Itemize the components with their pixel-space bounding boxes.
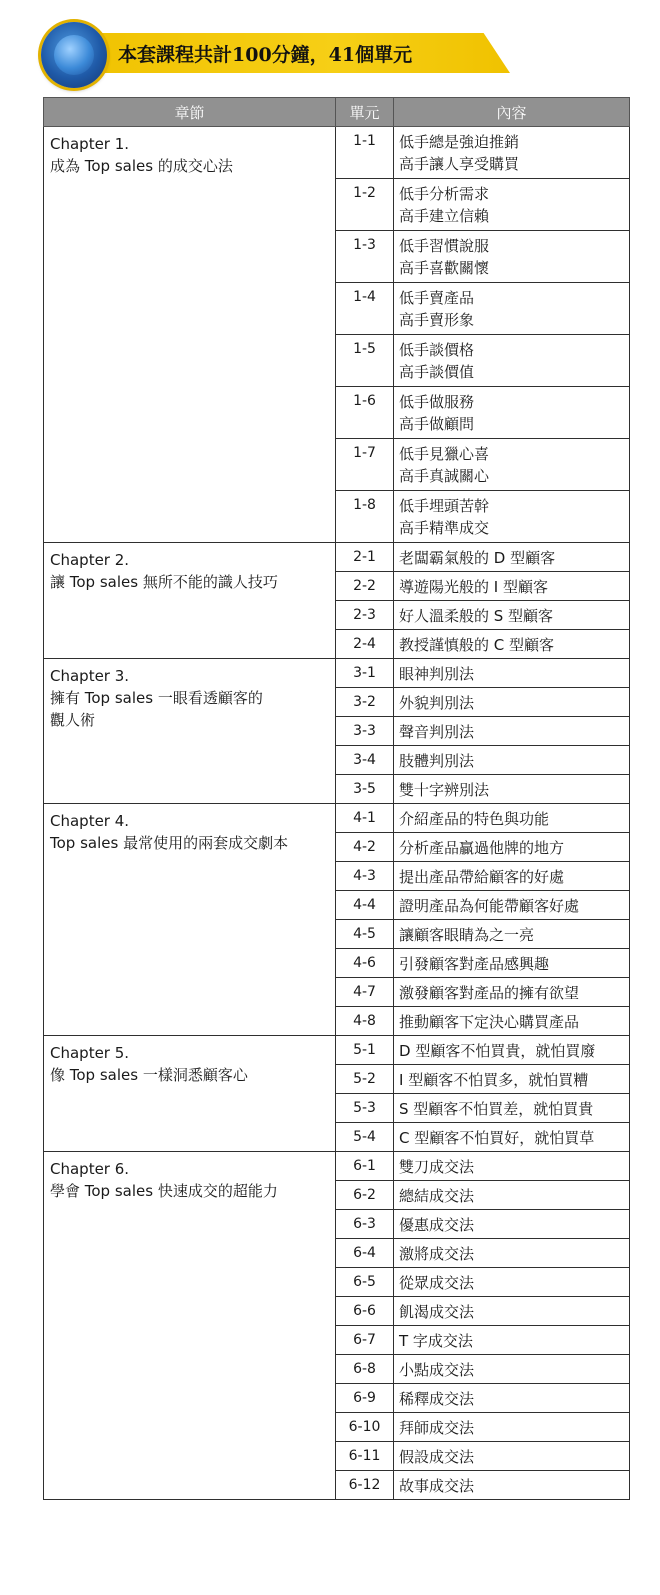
unit-number: 1-5 (336, 335, 394, 387)
unit-number: 5-2 (336, 1065, 394, 1094)
unit-number: 4-8 (336, 1007, 394, 1036)
unit-content-line: 低手埋頭苦幹 (399, 497, 490, 515)
unit-content-line: 聲音判別法 (399, 722, 475, 741)
unit-number: 1-7 (336, 439, 394, 491)
chapter-title-line1: Chapter 6. (50, 1160, 130, 1178)
unit-number: 6-9 (336, 1384, 394, 1413)
unit-number: 1-6 (336, 387, 394, 439)
unit-content (394, 1355, 630, 1384)
unit-number: 6-12 (336, 1471, 394, 1500)
unit-content (394, 978, 630, 1007)
unit-content (394, 1384, 630, 1413)
unit-content (394, 601, 630, 630)
unit-number: 6-7 (336, 1326, 394, 1355)
unit-number: 6-1 (336, 1152, 394, 1181)
chapter-title-line2: 讓 Top sales 無所不能的識人技巧 (50, 573, 278, 591)
unit-content (394, 717, 630, 746)
unit-content-line: 老闆霸氣般的 D 型顧客 (399, 548, 556, 567)
unit-content (394, 1326, 630, 1355)
unit-content-line: 低手賣產品 (399, 289, 475, 307)
unit-content-line: 提出產品帶給顧客的好處 (399, 867, 565, 886)
unit-number: 4-7 (336, 978, 394, 1007)
chapter-title-line2: Top sales 最常使用的兩套成交劇本 (50, 834, 289, 852)
unit-content-line: 眼神判別法 (399, 664, 475, 683)
unit-number: 4-1 (336, 804, 394, 833)
unit-content (394, 746, 630, 775)
unit-content-line: 推動顧客下定決心購買產品 (399, 1012, 580, 1031)
unit-content (394, 775, 630, 804)
unit-content (394, 127, 630, 179)
unit-number: 6-8 (336, 1355, 394, 1384)
unit-content-line: 激發顧客對產品的擁有欲望 (399, 983, 580, 1002)
unit-content-line: 肢體判別法 (399, 751, 475, 770)
unit-content-line: 小點成交法 (399, 1360, 475, 1379)
chapter-title-line2: 成為 Top sales 的成交心法 (50, 157, 233, 175)
unit-content (394, 1094, 630, 1123)
unit-number: 6-6 (336, 1297, 394, 1326)
chapter-title-line2: 像 Top sales 一樣洞悉顧客心 (50, 1066, 248, 1084)
chapter-title-line1: Chapter 1. (50, 135, 130, 153)
chapter-cell (44, 543, 336, 659)
curriculum-table (43, 97, 630, 1500)
unit-content-line: 高手建立信賴 (399, 207, 490, 225)
unit-number: 1-8 (336, 491, 394, 543)
unit-content (394, 491, 630, 543)
unit-content (394, 335, 630, 387)
unit-content (394, 688, 630, 717)
unit-content-line: 高手精準成交 (399, 519, 490, 537)
badge-circle-icon (41, 22, 107, 88)
unit-content (394, 1152, 630, 1181)
unit-number: 3-4 (336, 746, 394, 775)
unit-content (394, 1442, 630, 1471)
table-row (44, 804, 630, 833)
header-chapter: 章節 (44, 98, 336, 127)
unit-content-line: 低手分析需求 (399, 185, 490, 203)
unit-content (394, 659, 630, 688)
chapter-title-line2: 擁有 Top sales 一眼看透顧客的 (50, 689, 263, 707)
unit-content (394, 920, 630, 949)
chapter-cell (44, 659, 336, 804)
unit-number: 6-3 (336, 1210, 394, 1239)
unit-number: 6-4 (336, 1239, 394, 1268)
unit-content (394, 630, 630, 659)
table-row (44, 543, 630, 572)
chapter-title-line1: Chapter 4. (50, 812, 130, 830)
unit-content (394, 1036, 630, 1065)
unit-content (394, 387, 630, 439)
unit-content-line: D 型顧客不怕買貴，就怕買廢 (399, 1041, 596, 1060)
unit-number: 4-5 (336, 920, 394, 949)
unit-content-line: 讓顧客眼睛為之一亮 (399, 925, 535, 944)
unit-content-line: 激將成交法 (399, 1244, 475, 1263)
unit-number: 4-6 (336, 949, 394, 978)
unit-content (394, 1007, 630, 1036)
unit-content-line: 引發顧客對產品感興趣 (399, 954, 550, 973)
unit-content (394, 804, 630, 833)
chapter-cell (44, 127, 336, 543)
unit-content (394, 1123, 630, 1152)
unit-content-line: 高手喜歡關懷 (399, 259, 490, 277)
unit-content-line: 總結成交法 (399, 1186, 475, 1205)
chapter-cell (44, 804, 336, 1036)
unit-content-line: 優惠成交法 (399, 1215, 475, 1234)
unit-content-line: 介紹產品的特色與功能 (399, 809, 550, 828)
unit-number: 1-2 (336, 179, 394, 231)
unit-content-line: C 型顧客不怕買好，就怕買草 (399, 1128, 595, 1147)
unit-content-line: 從眾成交法 (399, 1273, 475, 1292)
unit-number: 4-2 (336, 833, 394, 862)
unit-content-line: T 字成交法 (399, 1331, 473, 1350)
table-row (44, 1152, 630, 1181)
unit-content-line: 低手談價格 (399, 341, 475, 359)
unit-content-line: S 型顧客不怕買差，就怕買貴 (399, 1099, 594, 1118)
table-header-row (44, 98, 630, 127)
unit-number: 5-1 (336, 1036, 394, 1065)
unit-number: 6-11 (336, 1442, 394, 1471)
unit-number: 2-1 (336, 543, 394, 572)
chapter-cell (44, 1152, 336, 1500)
unit-content (394, 833, 630, 862)
unit-content-line: 高手做顧問 (399, 415, 475, 433)
unit-number: 3-5 (336, 775, 394, 804)
unit-content-line: 低手做服務 (399, 393, 475, 411)
unit-content-line: I 型顧客不怕買多，就怕買糟 (399, 1070, 589, 1089)
unit-content (394, 1210, 630, 1239)
unit-number: 5-3 (336, 1094, 394, 1123)
unit-content-line: 高手賣形象 (399, 311, 475, 329)
unit-content-line: 低手習慣說服 (399, 237, 490, 255)
header-content: 內容 (394, 98, 630, 127)
unit-number: 1-1 (336, 127, 394, 179)
chapter-title-line1: Chapter 5. (50, 1044, 130, 1062)
unit-number: 3-2 (336, 688, 394, 717)
unit-content (394, 543, 630, 572)
unit-content-line: 教授謹慎般的 C 型顧客 (399, 635, 555, 654)
unit-number: 5-4 (336, 1123, 394, 1152)
unit-content (394, 572, 630, 601)
unit-content (394, 1181, 630, 1210)
chapter-title-line2: 學會 Top sales 快速成交的超能力 (50, 1182, 278, 1200)
unit-content-line: 拜師成交法 (399, 1418, 475, 1437)
unit-number: 3-3 (336, 717, 394, 746)
unit-content-line: 高手真誠關心 (399, 467, 490, 485)
unit-content (394, 891, 630, 920)
unit-content-line: 好人溫柔般的 S 型顧客 (399, 606, 554, 625)
unit-number: 4-4 (336, 891, 394, 920)
unit-content (394, 1413, 630, 1442)
unit-number: 6-5 (336, 1268, 394, 1297)
unit-number: 1-4 (336, 283, 394, 335)
chapter-title-line3: 觀人術 (50, 711, 96, 729)
unit-content-line: 假設成交法 (399, 1447, 475, 1466)
unit-content-line: 證明產品為何能帶顧客好處 (399, 896, 580, 915)
unit-content-line: 雙刀成交法 (399, 1157, 475, 1176)
unit-content (394, 231, 630, 283)
banner-title: 本套課程共計100分鐘，41個單元 (118, 44, 413, 66)
unit-number: 3-1 (336, 659, 394, 688)
unit-content-line: 外貌判別法 (399, 693, 475, 712)
unit-content (394, 1297, 630, 1326)
unit-content (394, 1471, 630, 1500)
unit-content-line: 低手總是強迫推銷 (399, 133, 520, 151)
header-unit: 單元 (336, 98, 394, 127)
unit-number: 2-4 (336, 630, 394, 659)
unit-content (394, 283, 630, 335)
unit-content-line: 高手讓人享受購買 (399, 155, 520, 173)
unit-number: 4-3 (336, 862, 394, 891)
unit-content-line: 雙十字辨別法 (399, 780, 490, 799)
unit-content (394, 862, 630, 891)
unit-content-line: 分析產品贏過他牌的地方 (399, 838, 565, 857)
table-row (44, 659, 630, 688)
chapter-title-line1: Chapter 2. (50, 551, 130, 569)
unit-number: 1-3 (336, 231, 394, 283)
table-row (44, 1036, 630, 1065)
unit-content-line: 導遊陽光般的 I 型顧客 (399, 577, 548, 596)
unit-content (394, 1239, 630, 1268)
unit-content-line: 飢渴成交法 (399, 1302, 475, 1321)
chapter-title-line1: Chapter 3. (50, 667, 130, 685)
chapter-cell (44, 1036, 336, 1152)
unit-content (394, 1065, 630, 1094)
unit-content (394, 949, 630, 978)
unit-content-line: 稀釋成交法 (399, 1389, 475, 1408)
unit-content-line: 高手談價值 (399, 363, 475, 381)
unit-content (394, 179, 630, 231)
unit-number: 6-10 (336, 1413, 394, 1442)
unit-number: 2-2 (336, 572, 394, 601)
unit-number: 6-2 (336, 1181, 394, 1210)
unit-content (394, 439, 630, 491)
unit-content-line: 故事成交法 (399, 1476, 475, 1495)
table-row (44, 127, 630, 179)
unit-number: 2-3 (336, 601, 394, 630)
unit-content (394, 1268, 630, 1297)
table-body (44, 127, 630, 1500)
unit-content-line: 低手見獵心喜 (399, 445, 490, 463)
banner (0, 0, 660, 90)
